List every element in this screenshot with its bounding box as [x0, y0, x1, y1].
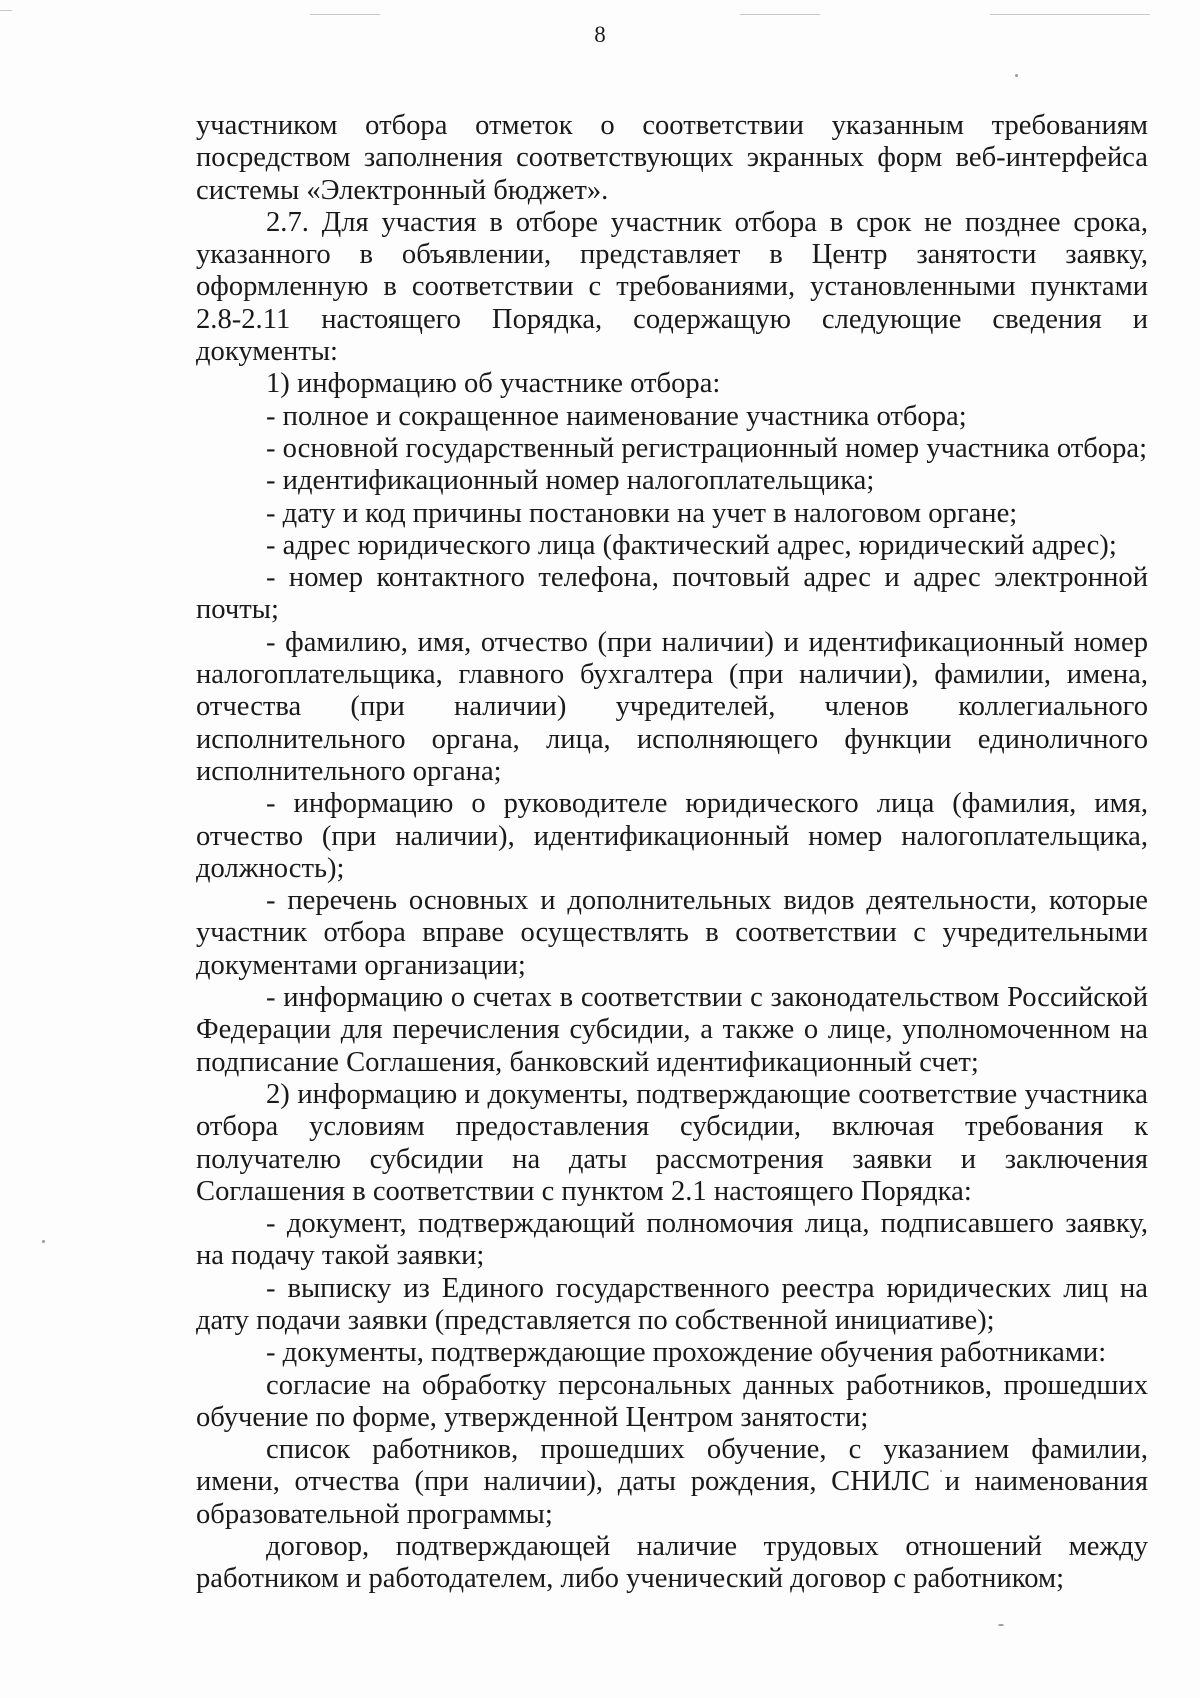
list-item: 2) информацию и документы, подтверждающие соответствие участника отбора условиям предоставления субсидии, включая требования к получателю субсидии на даты рассмотрения заявки и заключения Соглашения в соответствии с пунктом 2.1 настоящего Порядка:: [196, 1078, 1148, 1207]
list-item: - адрес юридического лица (фактический адрес, юридический адрес);: [266, 529, 1117, 561]
paragraph: участником отбора отметок о соответствии указанным требованиям посредством заполнения соответствующих экранных форм веб-интерфейса системы «Электронный бюджет».: [196, 110, 1148, 206]
list-item: - информацию о счетах в соответствии с законодательством Российской Федерации для перечисления субсидии, а также о лице, уполномоченном на подписание Соглашения, банковский идентификационный счет;: [196, 982, 1148, 1078]
list-item: - информацию о руководителе юридического лица (фамилия, имя, отчество (при наличии), идентификационный номер налогоплательщика, должность);: [196, 788, 1148, 884]
scan-artifact-line: [0, 10, 12, 11]
list-item: 1) информацию об участнике отбора:: [266, 368, 721, 400]
list-item: список работников, прошедших обучение, с указанием фамилии, имени, отчества (при наличии), даты рождения, СНИЛС и наименования образовательной программы;: [196, 1434, 1148, 1530]
scan-artifact-line: [740, 14, 820, 15]
list-item: - полное и сокращенное наименование участника отбора;: [266, 400, 967, 432]
scan-artifact-line: [310, 14, 380, 15]
list-item: - номер контактного телефона, почтовый адрес и адрес электронной почты;: [196, 562, 1148, 626]
list-item: - основной государственный регистрационный номер участника отбора;: [266, 432, 1148, 464]
list-item: - документы, подтверждающие прохождение обучения работниками:: [266, 1337, 1107, 1369]
document-body: [196, 110, 1148, 1596]
list-item: согласие на обработку персональных данных работников, прошедших обучение по форме, утвержденной Центром занятости;: [196, 1369, 1148, 1433]
scan-artifact-speck: [998, 1624, 1004, 1626]
page-number: 8: [594, 22, 606, 47]
scan-artifact-speck: [1015, 74, 1018, 77]
list-item: договор, подтверждающей наличие трудовых отношений между работником и работодателем, либо ученический договор с работником;: [196, 1531, 1148, 1595]
list-item: - фамилию, имя, отчество (при наличии) и идентификационный номер налогоплательщика, главного бухгалтера (при наличии), фамилии, имена, отчества (при наличии) учредителей, членов коллегиального исполнительного органа, лица, исполняющего функции единоличного исполнительного органа;: [196, 626, 1148, 787]
list-item: - документ, подтверждающий полномочия лица, подписавшего заявку, на подачу такой заявки;: [196, 1208, 1148, 1272]
scan-artifact-line: [990, 14, 1150, 15]
paragraph: 2.7. Для участия в отборе участник отбора в срок не позднее срока, указанного в объявлении, представляет в Центр занятости заявку, оформленную в соответствии с требованиями, установленными пунктами 2.8-2.11 настоящего Порядка, содержащую следующие сведения и документы:: [196, 206, 1148, 368]
list-item: - идентификационный номер налогоплательщика;: [266, 465, 875, 497]
list-item: - перечень основных и дополнительных видов деятельности, которые участник отбора вправе осуществлять в соответствии с учредительными документами организации;: [196, 885, 1148, 981]
list-item: - выписку из Единого государственного реестра юридических лиц на дату подачи заявки (представляется по собственной инициативе);: [196, 1272, 1148, 1336]
list-item: - дату и код причины постановки на учет в налоговом органе;: [266, 497, 1018, 529]
scan-artifact-speck: [42, 1240, 45, 1243]
